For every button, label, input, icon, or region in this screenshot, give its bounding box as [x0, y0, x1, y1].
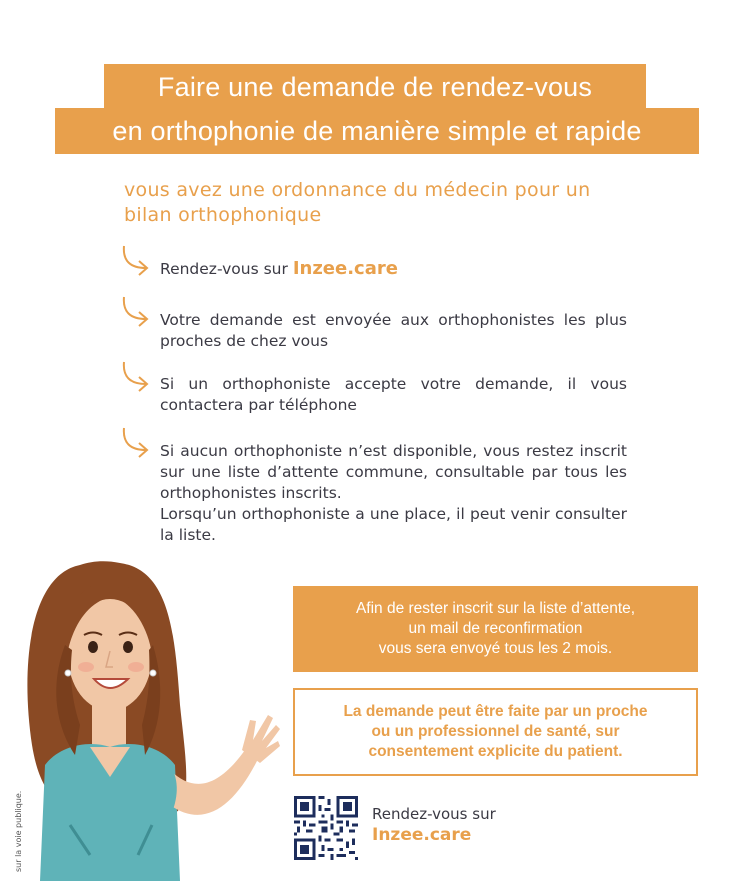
proxy-request-info-box	[293, 688, 698, 776]
footer-line-1: Rendez-vous sur	[372, 805, 496, 823]
title-line-1: Faire une demande de rendez-vous	[104, 64, 646, 110]
subtitle: vous avez une ordonnance du médecin pour un bilan orthophonique	[124, 179, 591, 226]
reconfirm-line-3: vous sera envoyé tous les 2 mois.	[378, 640, 613, 657]
side-note: sur la voie publique.	[14, 790, 23, 872]
proxy-line-2: ou un professionnel de santé, sur	[371, 723, 620, 740]
step-4-line-2: Lorsqu’un orthophoniste a une place, il peut venir consulter la liste.	[160, 505, 627, 544]
curved-arrow-icon	[120, 244, 154, 276]
footer-inzee-link[interactable]: Inzee.care	[372, 825, 472, 845]
proxy-line-3: consentement explicite du patient.	[368, 743, 623, 760]
title-line-2: en orthophonie de manière simple et rapide	[55, 108, 699, 154]
speech-therapist-illustration	[20, 555, 290, 881]
inzee-link[interactable]: Inzee.care	[292, 258, 398, 279]
reconfirm-line-1: Afin de rester inscrit sur la liste d’attente,	[355, 600, 636, 617]
curved-arrow-icon	[120, 295, 154, 327]
reconfirmation-info-box	[293, 586, 698, 672]
qr-code-icon[interactable]	[294, 796, 358, 860]
footer-cta	[372, 805, 496, 847]
step-2-text: Votre demande est envoyée aux orthophonistes les plus proches de chez vous	[160, 311, 627, 350]
reconfirm-line-2: un mail de reconfirmation	[408, 620, 583, 637]
step-1-prefix: Rendez-vous sur	[160, 260, 293, 278]
proxy-line-1: La demande peut être faite par un proche	[343, 703, 648, 720]
curved-arrow-icon	[120, 360, 154, 392]
step-4-line-1: Si aucun orthophoniste n’est disponible, vous restez inscrit sur une liste d’attente commune, consultable par tous les orthophonistes inscrits.	[160, 442, 627, 502]
curved-arrow-icon	[120, 426, 154, 458]
step-1-text	[160, 258, 627, 280]
step-4-text	[160, 441, 627, 546]
step-3-text: Si un orthophoniste accepte votre demande, il vous contactera par téléphone	[160, 375, 627, 414]
